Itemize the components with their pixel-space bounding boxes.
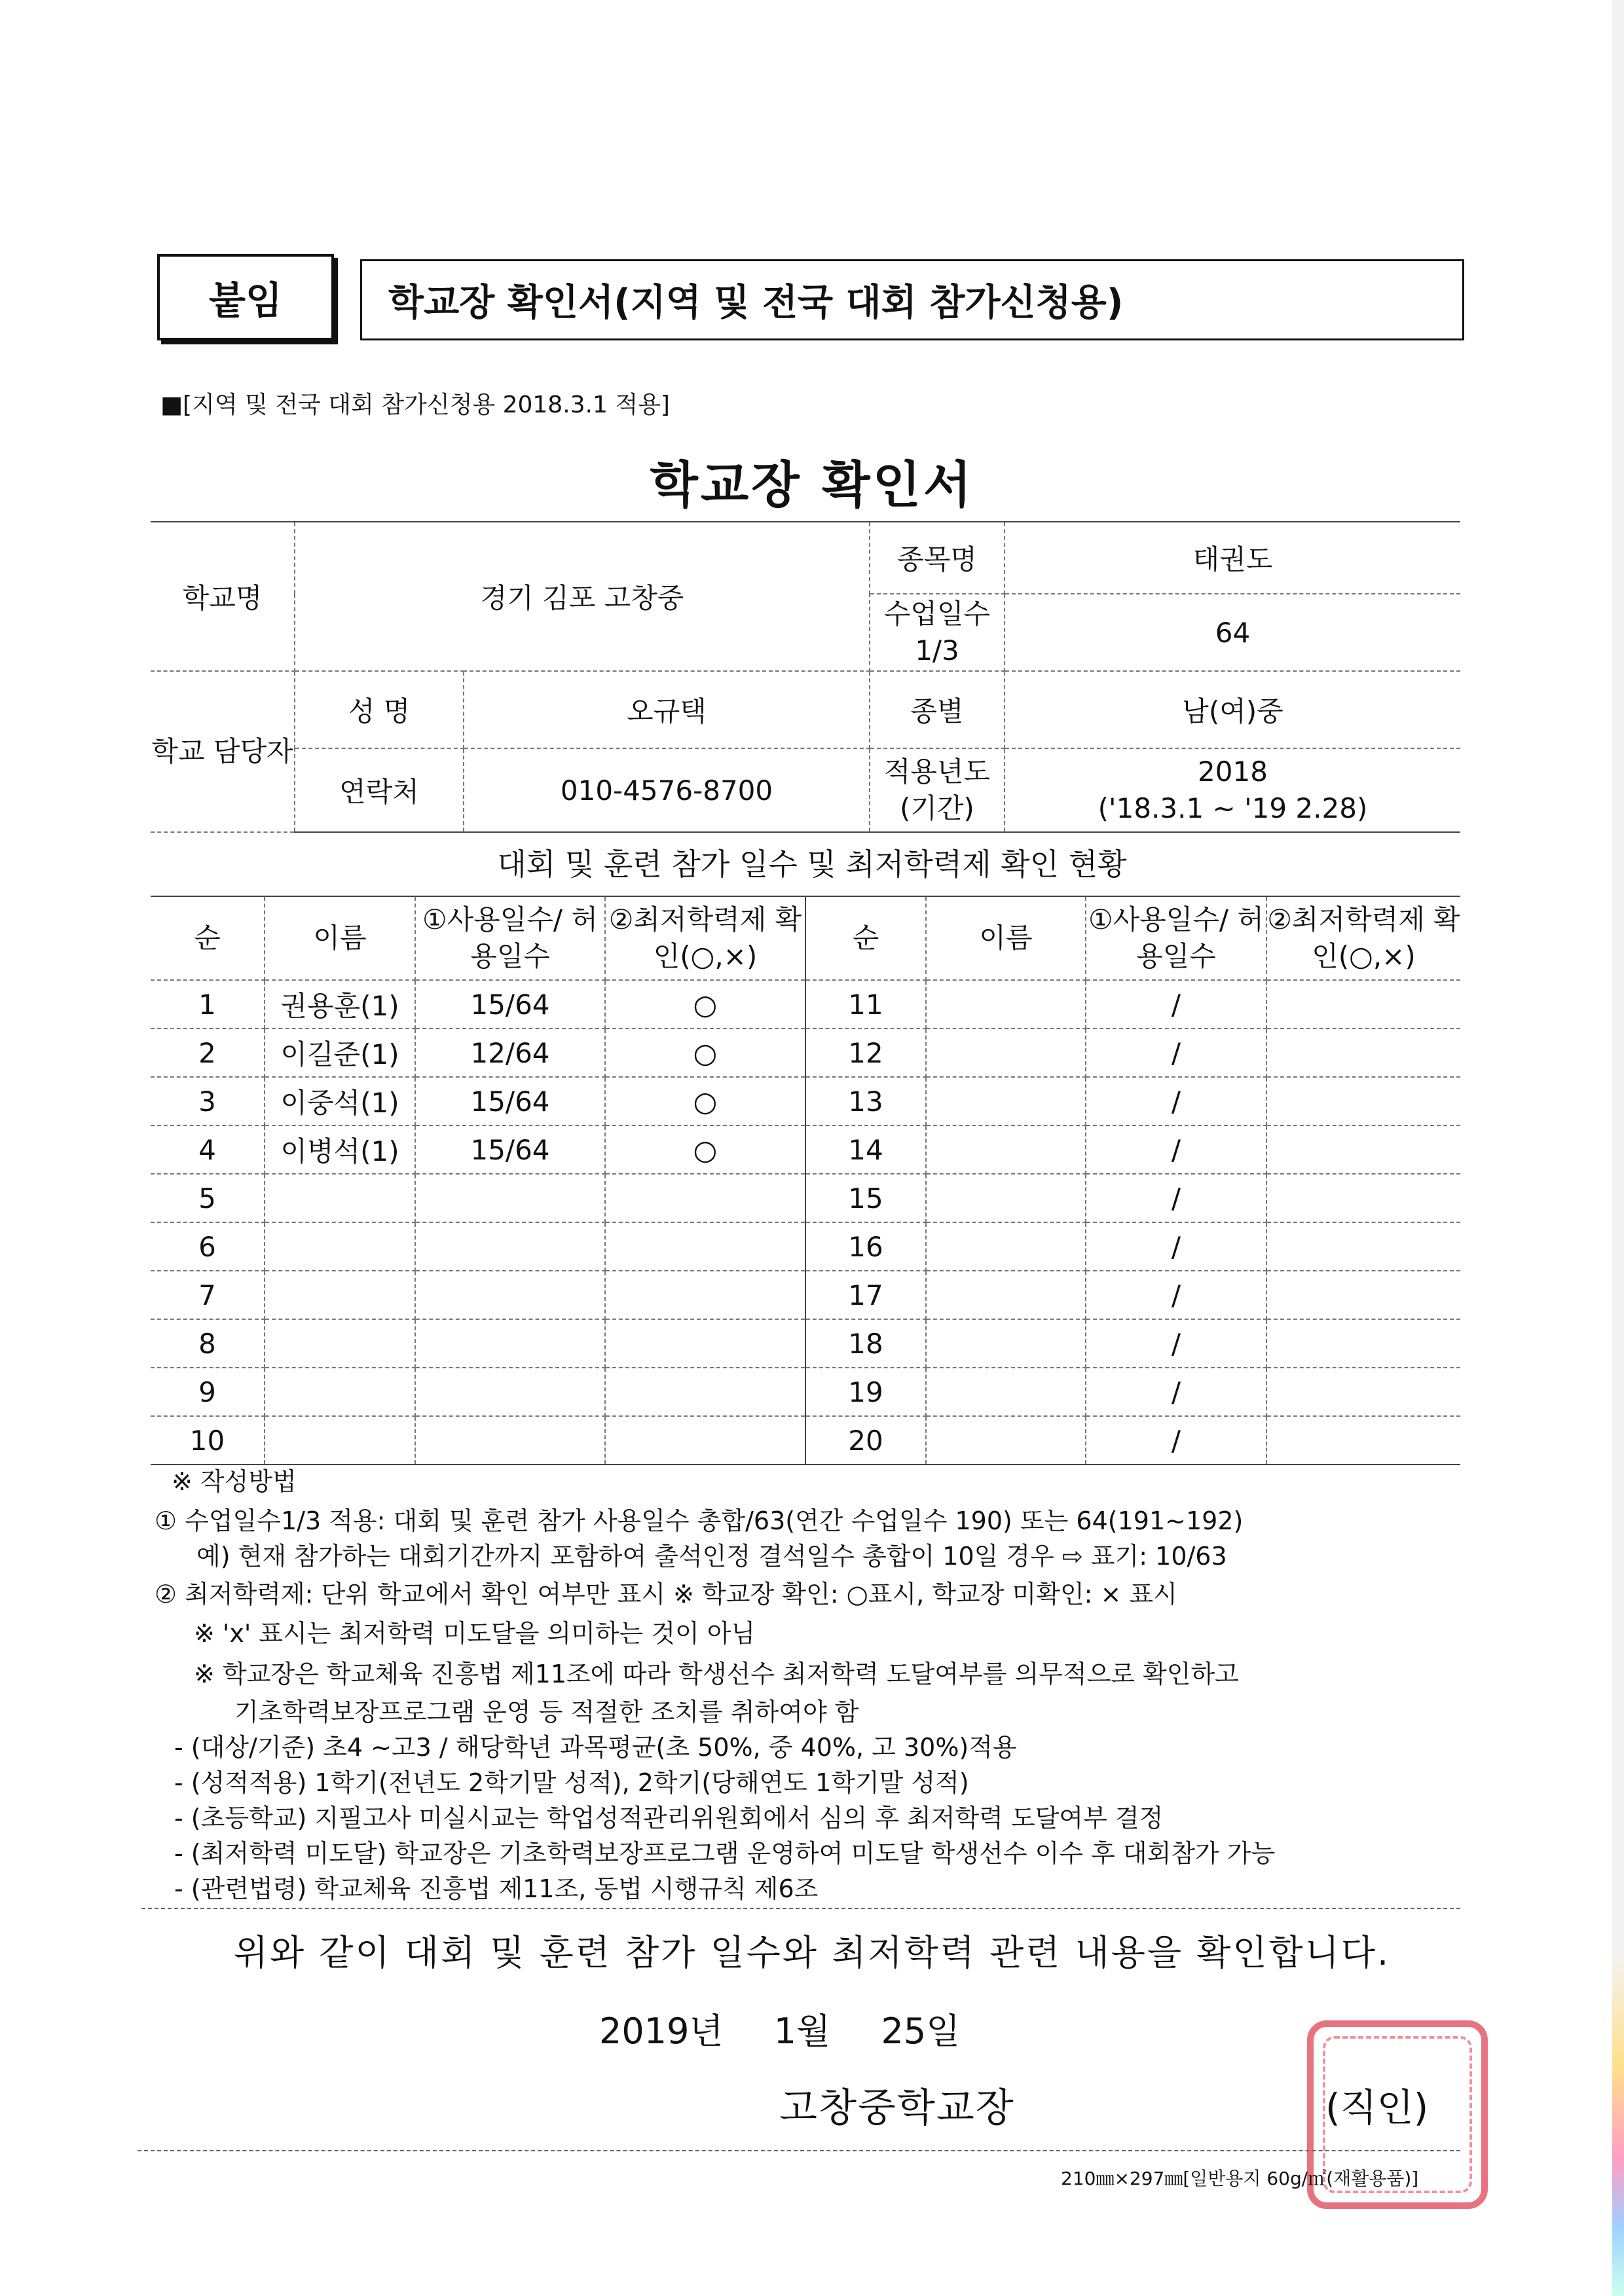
note-4: ※ 학교장은 학교체육 진흥법 제11조에 따라 학생선수 최저학력 도달여부를 의무적으로 확인하고 <box>194 1660 1239 1688</box>
row-name <box>926 1368 1086 1416</box>
row-days <box>415 1174 605 1222</box>
row-check <box>1266 1319 1460 1368</box>
note-2: ② 최저학력제: 단위 학교에서 확인 여부만 표시 ※ 학교장 확인: ○표시, 학교장 미확인: × 표시 <box>155 1580 1177 1609</box>
row-check: ○ <box>605 980 805 1029</box>
row-no: 9 <box>151 1368 265 1416</box>
issue-date <box>599 2003 999 2054</box>
row-name <box>926 1125 1086 1174</box>
notes-heading: ※ 작성방법 <box>172 1467 297 1496</box>
row-name <box>926 1416 1086 1465</box>
row-days: / <box>1086 1319 1266 1368</box>
row-check <box>1266 980 1460 1029</box>
row-no: 6 <box>151 1222 265 1271</box>
row-days <box>415 1416 605 1465</box>
row-no: 16 <box>805 1222 926 1271</box>
detail-4: - (최저학력 미도달) 학교장은 기초학력보장프로그램 운영하여 미도달 학생선수 이수 후 대회참가 가능 <box>174 1839 1276 1868</box>
footer-divider <box>138 2150 1460 2151</box>
name-value: 오규택 <box>464 671 870 748</box>
row-check <box>605 1222 805 1271</box>
row-days: 12/64 <box>415 1029 605 1077</box>
table-row <box>151 1319 1460 1368</box>
row-check <box>1266 1416 1460 1465</box>
row-days: / <box>1086 1416 1266 1465</box>
header-name: 이름 <box>926 896 1086 980</box>
row-no: 7 <box>151 1271 265 1319</box>
row-no: 20 <box>805 1416 926 1465</box>
header-days: ①사용일수/ 허용일수 <box>1086 896 1266 980</box>
row-no: 12 <box>805 1029 926 1077</box>
row-days <box>415 1222 605 1271</box>
year-label: 적용년도 (기간) <box>870 748 1005 832</box>
row-check <box>1266 1077 1460 1125</box>
contact-label: 연락처 <box>295 748 464 832</box>
row-no: 8 <box>151 1319 265 1368</box>
category-value: 남(여)중 <box>1005 671 1460 748</box>
table-row <box>151 1029 1460 1077</box>
row-check: ○ <box>605 1077 805 1125</box>
row-days: / <box>1086 1271 1266 1319</box>
name-label: 성 명 <box>295 671 464 748</box>
row-check <box>605 1416 805 1465</box>
row-name: 이길준(1) <box>265 1029 415 1077</box>
row-name <box>926 1077 1086 1125</box>
table-row <box>151 980 1460 1029</box>
row-no: 13 <box>805 1077 926 1125</box>
note-1: ① 수업일수1/3 적용: 대회 및 훈련 참가 사용일수 총합/63(연간 수업일수 190) 또는 64(191~192) <box>155 1506 1244 1535</box>
row-name <box>926 980 1086 1029</box>
row-check <box>605 1319 805 1368</box>
row-name: 이중석(1) <box>265 1077 415 1125</box>
row-no: 15 <box>805 1174 926 1222</box>
document-header-title: 학교장 확인서(지역 및 전국 대회 참가신청용) <box>360 259 1464 340</box>
note-4-cont: 기초학력보장프로그램 운영 등 적절한 조치를 취하여야 함 <box>234 1698 859 1726</box>
table-row <box>151 1077 1460 1125</box>
row-name <box>265 1271 415 1319</box>
row-days: 15/64 <box>415 1077 605 1125</box>
header-check: ②최저학력제 확인(○,×) <box>605 896 805 980</box>
row-no: 10 <box>151 1416 265 1465</box>
row-check <box>605 1368 805 1416</box>
row-no: 11 <box>805 980 926 1029</box>
row-name <box>926 1222 1086 1271</box>
table-row <box>151 1222 1460 1271</box>
note-1-example: 예) 현재 참가하는 대회기간까지 포함하여 출석인정 결석일수 총합이 10일 경우 ⇨ 표기: 10/63 <box>196 1542 1227 1571</box>
row-days <box>415 1368 605 1416</box>
header-no: 순 <box>805 896 926 980</box>
row-no: 2 <box>151 1029 265 1077</box>
class-days-label: 수업일수 1/3 <box>870 594 1005 671</box>
row-check <box>1266 1125 1460 1174</box>
contact-value: 010-4576-8700 <box>464 748 870 832</box>
row-check: ○ <box>605 1029 805 1077</box>
year-period: ('18.3.1 ~ '19 2.28) <box>1098 792 1368 824</box>
header-name: 이름 <box>265 896 415 980</box>
row-check: ○ <box>605 1125 805 1174</box>
row-days <box>415 1319 605 1368</box>
row-days: / <box>1086 1029 1266 1077</box>
row-check <box>1266 1029 1460 1077</box>
row-no: 4 <box>151 1125 265 1174</box>
event-value: 태권도 <box>1005 522 1460 594</box>
row-days: / <box>1086 1125 1266 1174</box>
row-name <box>265 1368 415 1416</box>
row-no: 18 <box>805 1319 926 1368</box>
row-check <box>605 1271 805 1319</box>
row-check <box>1266 1271 1460 1319</box>
row-name: 이병석(1) <box>265 1125 415 1174</box>
manager-label: 학교 담당자 <box>151 671 295 832</box>
applicable-note: ■[지역 및 전국 대회 참가신청용 2018.3.1 적용] <box>160 392 670 418</box>
row-days: / <box>1086 1077 1266 1125</box>
row-days: 15/64 <box>415 980 605 1029</box>
header-days: ①사용일수/ 허용일수 <box>415 896 605 980</box>
row-no: 17 <box>805 1271 926 1319</box>
participation-table <box>151 896 1460 1465</box>
table-row <box>151 1368 1460 1416</box>
seal-label: (직인) <box>1325 2085 1429 2130</box>
row-name <box>926 1319 1086 1368</box>
category-label: 종별 <box>870 671 1005 748</box>
row-name <box>265 1416 415 1465</box>
row-check <box>1266 1222 1460 1271</box>
table-row <box>151 1416 1460 1465</box>
header-no: 순 <box>151 896 265 980</box>
class-days-value: 64 <box>1005 594 1460 671</box>
confirmation-statement: 위와 같이 대회 및 훈련 참가 일수와 최저학력 관련 내용을 확인합니다. <box>233 1932 1391 1973</box>
detail-5: - (관련법령) 학교체육 진흥법 제11조, 동법 시행규칙 제6조 <box>174 1874 819 1903</box>
row-no: 14 <box>805 1125 926 1174</box>
note-3: ※ 'x' 표시는 최저학력 미도달을 의미하는 것이 아님 <box>194 1619 756 1648</box>
row-days: / <box>1086 1222 1266 1271</box>
detail-3: - (초등학교) 지필고사 미실시교는 학업성적관리위원회에서 심의 후 최저학력 도달여부 결정 <box>174 1804 1164 1832</box>
row-no: 3 <box>151 1077 265 1125</box>
row-no: 5 <box>151 1174 265 1222</box>
row-days: / <box>1086 1368 1266 1416</box>
row-name <box>926 1174 1086 1222</box>
date-day: 25일 <box>881 2011 961 2052</box>
row-name <box>265 1319 415 1368</box>
year-value: 2018 <box>1198 756 1268 788</box>
year-cell <box>1005 748 1460 832</box>
row-name <box>265 1222 415 1271</box>
divider <box>141 1908 1460 1909</box>
row-days <box>415 1271 605 1319</box>
row-name <box>926 1271 1086 1319</box>
signer-title: 고창중학교장 <box>779 2085 1015 2131</box>
row-no: 1 <box>151 980 265 1029</box>
school-info-table <box>151 521 1460 833</box>
event-label: 종목명 <box>870 522 1005 594</box>
school-name-label: 학교명 <box>151 522 295 671</box>
row-name: 권용훈(1) <box>265 980 415 1029</box>
row-no: 19 <box>805 1368 926 1416</box>
row-name <box>265 1174 415 1222</box>
school-name-value: 경기 김포 고창중 <box>295 522 870 671</box>
row-check <box>605 1174 805 1222</box>
detail-1: - (대상/기준) 초4 ~고3 / 해당학년 과목평균(초 50%, 중 40%, 고 30%)적용 <box>174 1733 1017 1762</box>
table-row <box>151 1174 1460 1222</box>
row-check <box>1266 1174 1460 1222</box>
date-month: 1월 <box>773 2011 831 2052</box>
table-row <box>151 1271 1460 1319</box>
header-check: ②최저학력제 확인(○,×) <box>1266 896 1460 980</box>
date-year: 2019년 <box>599 2011 724 2052</box>
row-days: 15/64 <box>415 1125 605 1174</box>
detail-2: - (성적적용) 1학기(전년도 2학기말 성적), 2학기(당해연도 1학기말 성적) <box>174 1768 969 1797</box>
paper-spec: 210㎜×297㎜[일반용지 60g/㎡(재활용품)] <box>1061 2168 1419 2189</box>
row-check <box>1266 1368 1460 1416</box>
section-heading: 대회 및 훈련 참가 일수 및 최저학력제 확인 현황 <box>497 847 1127 882</box>
table-row <box>151 1125 1460 1174</box>
page-title: 학교장 확인서 <box>650 456 974 514</box>
row-days: / <box>1086 1174 1266 1222</box>
attachment-tag: 붙임 <box>157 254 334 340</box>
row-name <box>926 1029 1086 1077</box>
row-days: / <box>1086 980 1266 1029</box>
